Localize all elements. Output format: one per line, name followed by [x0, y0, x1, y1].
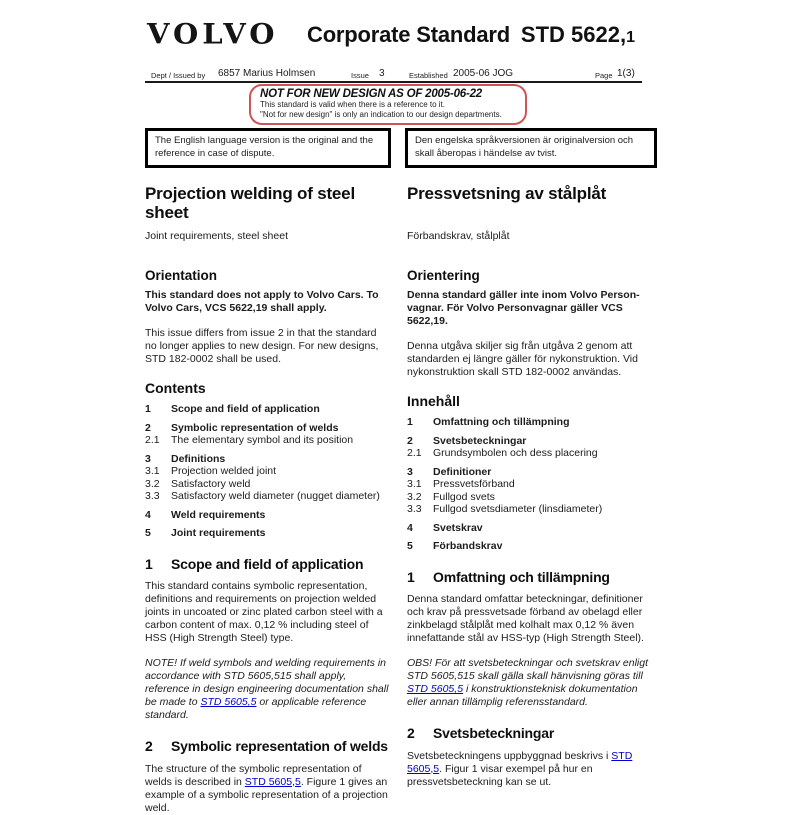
note-text-post: or applicable reference standard.: [145, 696, 367, 721]
header-title: Corporate Standard: [307, 22, 510, 47]
contents-num: 4: [145, 508, 151, 521]
contents-label: Satisfactory weld: [171, 477, 251, 490]
contents-label: Grundsymbolen och dess placering: [433, 447, 598, 459]
std-5605-5-link[interactable]: STD 5605,5: [407, 683, 464, 695]
std-5605-5-link[interactable]: STD 5605,5: [244, 775, 301, 788]
std-5605-5-link[interactable]: STD 5605,5: [407, 749, 633, 775]
doc-number-main: STD 5622,: [520, 22, 627, 47]
contents-row: [145, 509, 391, 522]
document-body: [145, 184, 665, 815]
contents-num: 5: [407, 540, 413, 552]
contents-num: 5: [145, 527, 151, 539]
contents-label: Projection welded joint: [171, 465, 277, 477]
contents-list-en: [145, 403, 391, 540]
section-number: 1: [407, 568, 415, 585]
orientation-text-sv: Denna utgåva skiljer sig från utgåva 2 genom att standarden ej längre gäller för nykonstruktion. Vid nykonstruktion skall STD 182-0002 användas.: [407, 340, 638, 378]
contents-row: [407, 491, 653, 504]
doc-title-en-line1: Projection welding of steel: [145, 184, 355, 203]
section-number: 2: [145, 738, 153, 754]
contents-label: Svetskrav: [433, 521, 483, 534]
doc-title-sv-line1: Pressvetsning av stålplåt: [407, 184, 607, 203]
section-1-text-en: This standard contains symbolic representation, definitions and requirements on projection welded joints in uncoated or zinc plated carbon steel with a carbon content of max. 0,12 % including steel of HSS (High Strength Steel) type.: [145, 580, 383, 644]
contents-label: Förbandskrav: [433, 540, 503, 552]
section-2-heading-en: [145, 739, 391, 755]
contents-label: Fullgod svetsdiameter (linsdiameter): [433, 503, 603, 515]
established-label: Established: [409, 71, 448, 80]
note-text-post: i konstruktionsteknisk dokumentation eller annan tillämplig referensstandard.: [407, 683, 638, 708]
document-page: [145, 0, 665, 815]
contents-row: [145, 490, 391, 503]
header-info-row: [145, 64, 665, 81]
contents-num: 3.1: [407, 478, 422, 490]
swedish-disclaimer-box: Den engelska språkversionen är originalversion och skall åberopas i händelse av tvist.: [405, 128, 657, 168]
contents-num: 3: [407, 465, 413, 478]
contents-label: Symbolic representation of welds: [171, 421, 339, 434]
contents-row: [145, 527, 391, 540]
notice-line-1: This standard is valid when there is a reference to it.: [260, 100, 445, 109]
page-value: 1(3): [617, 68, 635, 79]
orientation-heading-sv: Orientering: [407, 268, 480, 283]
dept-issued-by-value: 6857 Marius Holmsen: [218, 68, 316, 79]
contents-num: 1: [407, 416, 413, 428]
section-title: Svetsbeteckningar: [433, 725, 555, 741]
contents-label: The elementary symbol and its position: [171, 434, 354, 446]
section-2-text-pre: Svetsbeteckningens uppbyggnad beskrivs i: [407, 749, 612, 762]
notice-line-2: "Not for new design" is only an indication to our design departments.: [260, 109, 502, 119]
contents-label: Pressvetsförband: [433, 478, 515, 490]
std-5605-5-link[interactable]: STD 5605,5: [200, 696, 257, 708]
document-header: [145, 14, 665, 64]
note-text-pre: NOTE! If weld symbols and welding requirements in accordance with STD 5605,515 shall apply, reference in design engineering documentation shall be made to: [145, 657, 389, 708]
section-1-text-sv: Denna standard omfattar beteckningar, definitioner och krav på pressvetsade förband av obelagd eller zinkbelagd stålplåt med kolhalt max 0,12 % även innefattande stål av HSS-typ (High Strength Steel).: [407, 593, 644, 644]
header-divider: [145, 81, 642, 83]
doc-title-sv: [407, 184, 653, 223]
contents-heading-en: Contents: [145, 380, 206, 396]
section-number: 1: [145, 555, 153, 572]
contents-row: [407, 540, 653, 553]
contents-label: Joint requirements: [171, 527, 266, 539]
page-label: Page: [595, 71, 613, 80]
contents-num: 2.1: [145, 434, 160, 446]
note-text-pre: OBS! För att svetsbeteckningar och svetskrav enligt STD 5605,515 skall gälla skall hänvisning göras till: [407, 657, 649, 682]
orientation-heading-en: Orientation: [145, 268, 218, 283]
section-number: 2: [407, 725, 415, 741]
contents-row: [407, 522, 653, 535]
contents-row: [407, 466, 653, 479]
doc-title-en: [145, 184, 391, 223]
contents-label: Definitioner: [433, 465, 492, 478]
contents-num: 1: [145, 403, 151, 415]
orientation-text-en: This issue differs from issue 2 in that the standard no longer applies to new design. For new designs, STD 182-0002 shall be used.: [145, 327, 379, 365]
contents-row: [407, 435, 653, 448]
doc-number-part: 1: [626, 29, 635, 46]
contents-row: [145, 465, 391, 478]
section-2-text-pre: The structure of the symbolic representation of welds is described in: [145, 762, 362, 788]
language-disclaimers: [145, 128, 665, 168]
contents-list-sv: [407, 416, 653, 553]
contents-heading-sv: Innehåll: [407, 393, 460, 409]
contents-row: [145, 422, 391, 435]
orientation-emphasis-en: This standard does not apply to Volvo Cars. To Volvo Cars, VCS 5622,19 shall apply.: [145, 289, 379, 314]
contents-num: 2: [145, 421, 151, 434]
doc-subtitle-sv: Förbandskrav, stålplåt: [407, 230, 510, 242]
contents-row: [145, 403, 391, 416]
issue-value: 3: [379, 68, 385, 79]
section-title: Omfattning och tillämpning: [433, 568, 610, 585]
contents-num: 3.3: [145, 490, 160, 502]
contents-row: [407, 478, 653, 491]
contents-num: 3.3: [407, 503, 422, 515]
contents-num: 2.1: [407, 447, 422, 459]
english-disclaimer-box: The English language version is the original and the reference in case of dispute.: [145, 128, 391, 168]
note-paragraph-sv: [407, 657, 653, 709]
contents-row: [145, 478, 391, 491]
contents-label: Omfattning och tillämpning: [433, 416, 570, 428]
contents-row: [145, 434, 391, 447]
english-column: [145, 184, 391, 815]
contents-label: Scope and field of application: [171, 403, 320, 415]
dept-issued-by-label: Dept / Issued by: [151, 71, 206, 80]
contents-row: [145, 453, 391, 466]
swedish-column: [407, 184, 653, 815]
section-1-heading-sv: [407, 570, 653, 586]
section-2-heading-sv: [407, 726, 653, 742]
note-paragraph-en: [145, 657, 391, 722]
section-2-text-sv: [407, 750, 653, 789]
established-value: 2005-06 JOG: [453, 68, 514, 79]
notice-title: NOT FOR NEW DESIGN AS OF 2005-06-22: [260, 88, 482, 100]
doc-title-en-line2: sheet: [145, 203, 189, 222]
issue-label: Issue: [351, 71, 369, 80]
contents-row: [407, 447, 653, 460]
section-2-text-post: . Figure 1 gives an example of a symbolic representation of a projection weld.: [145, 775, 388, 814]
doc-number: [521, 22, 635, 48]
section-2-text-en: [145, 763, 391, 815]
contents-row: [407, 416, 653, 429]
contents-label: Satisfactory weld diameter (nugget diameter): [171, 490, 380, 502]
orientation-emphasis-sv: Denna standard gäller inte inom Volvo Person-vagnar. För Volvo Personvagnar gäller VCS 5622,19.: [407, 289, 640, 327]
volvo-logo: VOLVO: [147, 18, 279, 51]
contents-num: 3.2: [145, 477, 160, 490]
contents-label: Definitions: [171, 452, 226, 465]
section-title: Symbolic representation of welds: [171, 738, 388, 754]
contents-row: [407, 503, 653, 516]
section-title: Scope and field of application: [171, 555, 364, 572]
contents-num: 3.1: [145, 465, 160, 477]
contents-label: Fullgod svets: [433, 490, 495, 503]
doc-subtitle-en: Joint requirements, steel sheet: [145, 230, 288, 242]
contents-num: 3: [145, 452, 151, 465]
contents-num: 2: [407, 434, 413, 447]
contents-label: Svetsbeteckningar: [433, 434, 527, 447]
section-1-heading-en: [145, 557, 391, 573]
contents-label: Weld requirements: [171, 508, 266, 521]
section-2-text-post: . Figur 1 visar exempel på hur en pressvetsbeteckning kan se ut.: [407, 762, 593, 788]
not-for-new-design-notice: [249, 84, 527, 125]
contents-num: 4: [407, 521, 413, 534]
contents-num: 3.2: [407, 490, 422, 503]
